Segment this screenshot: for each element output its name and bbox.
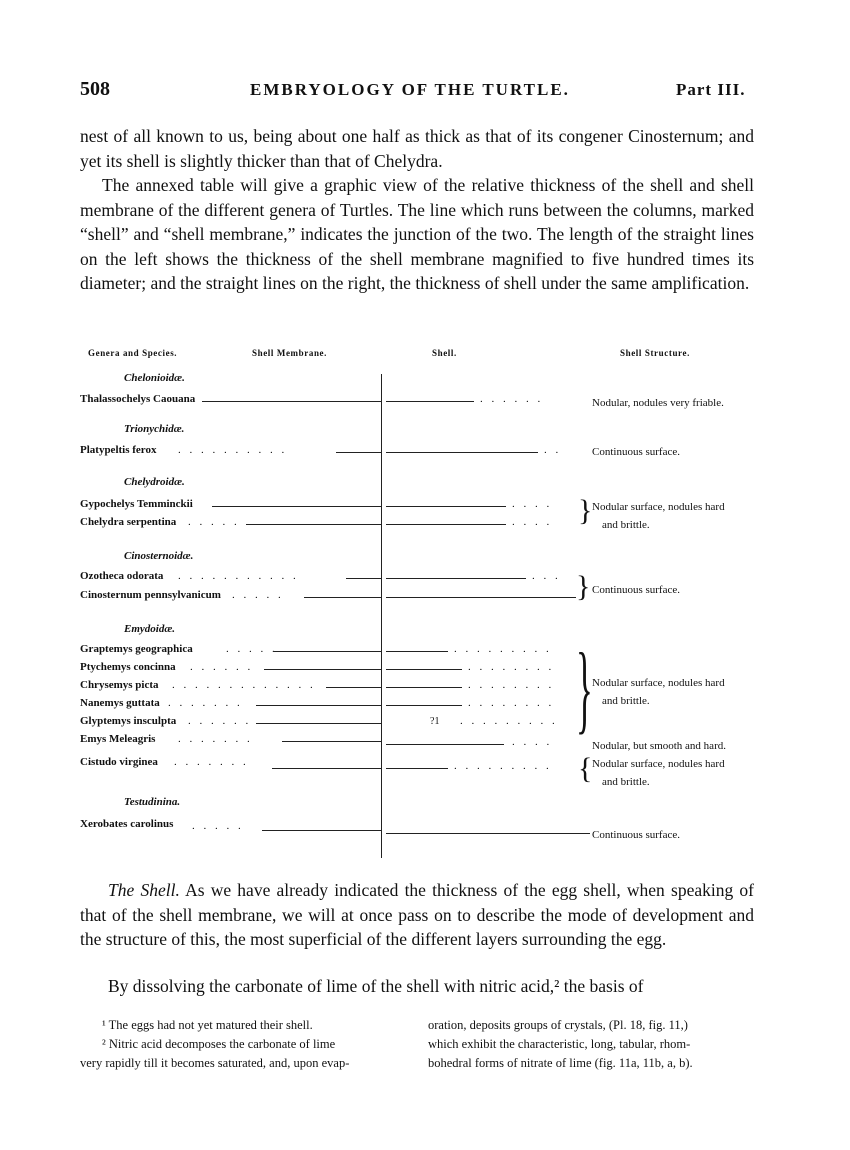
membrane-line (282, 741, 381, 742)
structure-label: Nodular, nodules very friable. (592, 397, 724, 409)
membrane-line (256, 705, 381, 706)
dots: . . . . . . (480, 393, 544, 405)
species-label: Chrysemys picta (80, 679, 159, 691)
dots: . . . . . (188, 516, 240, 528)
dots: . . . . . . . . . . . (178, 570, 299, 582)
family-label: Testudinina. (124, 796, 181, 808)
footnote-mark: ?1 (430, 716, 440, 727)
species-label: Ptychemys concinna (80, 661, 176, 673)
header-structure: Shell Structure. (620, 348, 690, 358)
footnote-1: ¹ The eggs had not yet matured their shell. (102, 1018, 313, 1032)
shell-line (386, 597, 576, 598)
shell-line (386, 687, 462, 688)
shell-line (386, 744, 504, 745)
dots: . . . . . . (188, 715, 252, 727)
membrane-line (256, 723, 381, 724)
paragraph-3-text: As we have already indicated the thickness of the egg shell, when speaking of that of the shell membrane, we will at once pass on to describe the mode of development and the structure of this, the most superficial of the different layers surrounding the egg. (80, 880, 754, 949)
dots: . . . . . . . . . . (178, 444, 288, 456)
dots: . . . . . . . . (468, 679, 555, 691)
structure-label: Continuous surface. (592, 584, 680, 596)
footnote-2-line-5: bohedral forms of nitrate of lime (fig. 11a, 11b, a, b). (428, 1056, 693, 1070)
structure-label: and brittle. (602, 519, 650, 531)
species-label: Graptemys geographica (80, 643, 193, 655)
species-label: Platypeltis ferox (80, 444, 157, 456)
brace: { (578, 752, 593, 785)
family-label: Trionychidæ. (124, 423, 185, 435)
structure-label: Nodular, but smooth and hard. (592, 740, 726, 752)
shell-line (386, 452, 538, 453)
membrane-line (202, 401, 381, 402)
paragraph-1: nest of all known to us, being about one half as thick as that of its congener Cinosternum; and yet its shell is slightly thicker than that of Chelydra. (80, 126, 754, 171)
dots: . . . . . . . . . (454, 760, 552, 772)
dots: . . . . (512, 516, 553, 528)
membrane-line (262, 830, 381, 831)
species-label: Cinosternum pennsylvanicum (80, 589, 221, 601)
dots: . . . . . (192, 820, 244, 832)
shell-line (386, 524, 506, 525)
brace: } (576, 632, 593, 743)
species-label: Emys Meleagris (80, 733, 156, 745)
dots: . . . . . . . . (468, 661, 555, 673)
footnote-2-line-4: which exhibit the characteristic, long, tabular, rhom- (428, 1037, 691, 1051)
membrane-line (272, 768, 381, 769)
shell-line (386, 705, 462, 706)
footnote-2-line-2: very rapidly till it becomes saturated, and, upon evap- (80, 1056, 350, 1070)
membrane-line (212, 506, 381, 507)
paragraph-2: The annexed table will give a graphic view of the relative thickness of the shell and shell membrane of the different genera of Turtles. The line which runs between the columns, marked “shell” and “shell membrane,” indicates the junction of the two. The length of the straight lines on the left shows the thickness of the shell membrane magnified to five hundred times its diameter; and the straight lines on the right, the thickness of shell under the same amplification. (80, 175, 754, 293)
structure-label: Continuous surface. (592, 446, 680, 458)
thickness-table (0, 340, 850, 860)
junction-line (381, 374, 382, 858)
dots: . . . (532, 570, 561, 582)
paragraph-3 (80, 878, 754, 952)
dots: . . (544, 444, 562, 456)
family-label: Cinosternoidæ. (124, 550, 194, 562)
shell-line (386, 669, 462, 670)
structure-label: and brittle. (602, 695, 650, 707)
species-label: Gypochelys Temminckii (80, 498, 193, 510)
dots: . . . . (512, 498, 553, 510)
page-number: 508 (80, 78, 110, 100)
shell-line (386, 651, 448, 652)
species-label: Chelydra serpentina (80, 516, 177, 528)
shell-line (386, 768, 448, 769)
dots: . . . . . . (190, 661, 254, 673)
dots: . . . . . . . . . (454, 643, 552, 655)
dots: . . . . . . . . . (460, 715, 558, 727)
membrane-line (264, 669, 381, 670)
membrane-line (336, 452, 381, 453)
shell-line (386, 506, 506, 507)
species-label: Nanemys guttata (80, 697, 160, 709)
header-shell: Shell. (432, 348, 457, 358)
dots: . . . . . . . . . . . . . (172, 679, 316, 691)
section-title: The Shell. (108, 880, 180, 900)
dots: . . . . (512, 736, 553, 748)
family-label: Emydoidæ. (124, 623, 176, 635)
paragraph-4: By dissolving the carbonate of lime of the shell with nitric acid,² the basis of (108, 976, 644, 996)
structure-label: and brittle. (602, 776, 650, 788)
dots: . . . . . . . (174, 756, 249, 768)
shell-line (386, 401, 474, 402)
header-genera: Genera and Species. (88, 348, 178, 358)
structure-label: Nodular surface, nodules hard (592, 758, 725, 770)
species-label: Xerobates carolinus (80, 818, 174, 830)
footnote-2-line-3: oration, deposits groups of crystals, (Pl. 18, fig. 11,) (428, 1018, 688, 1032)
dots: . . . . . . . (168, 697, 243, 709)
membrane-line (304, 597, 381, 598)
structure-label: Continuous surface. (592, 829, 680, 841)
header-membrane: Shell Membrane. (252, 348, 327, 358)
structure-label: Nodular surface, nodules hard (592, 677, 725, 689)
running-title: EMBRYOLOGY OF THE TURTLE. (250, 80, 570, 99)
species-label: Ozotheca odorata (80, 570, 164, 582)
shell-line (386, 833, 590, 834)
species-label: Glyptemys insculpta (80, 715, 177, 727)
dots: . . . . . (232, 589, 284, 601)
structure-label: Nodular surface, nodules hard (592, 501, 725, 513)
membrane-line (274, 651, 381, 652)
membrane-line (346, 578, 381, 579)
species-label: Thalassochelys Caouana (80, 393, 196, 405)
dots: . . . . . . . . (468, 697, 555, 709)
family-label: Chelonioidæ. (124, 372, 185, 384)
page-header (0, 78, 850, 104)
membrane-line (326, 687, 381, 688)
membrane-line (246, 524, 381, 525)
brace: } (578, 494, 593, 527)
dots: . . . . . (226, 643, 278, 655)
species-label: Cistudo virginea (80, 756, 158, 768)
footnote-2-line-1: ² Nitric acid decomposes the carbonate of lime (102, 1037, 336, 1051)
dots: . . . . . . . (178, 733, 253, 745)
shell-line (386, 578, 526, 579)
family-label: Chelydroidæ. (124, 476, 185, 488)
brace: } (576, 570, 591, 603)
part-label: Part III. (676, 80, 746, 99)
